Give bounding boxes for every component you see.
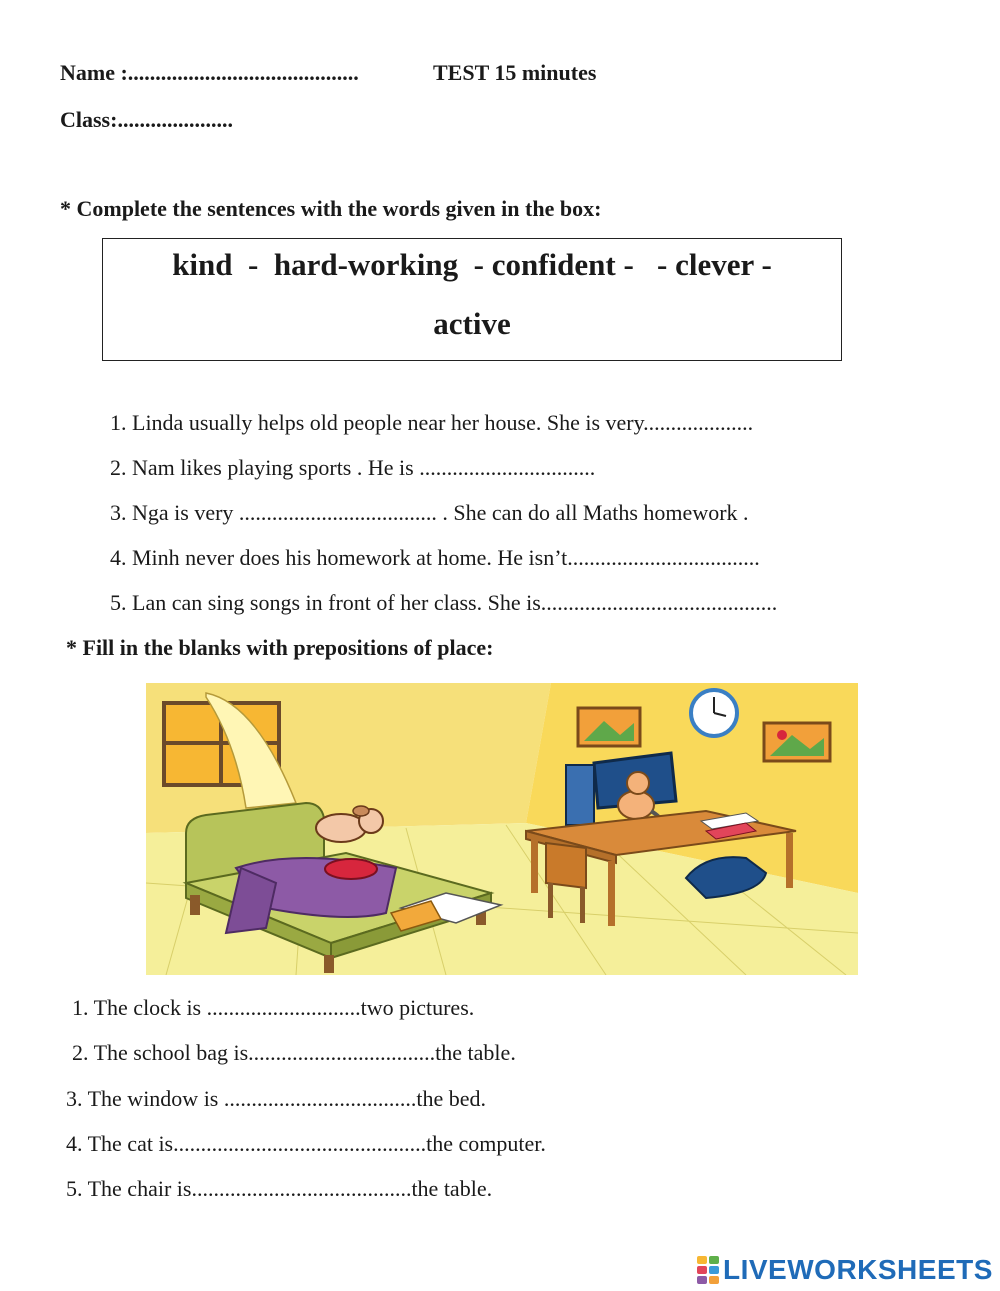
picture-right	[764, 723, 830, 761]
liveworksheets-logo	[697, 1254, 993, 1286]
liveworksheets-logo-icon	[697, 1256, 719, 1284]
preposition-sentence-5: 5. The chair is........................................the table.	[66, 1176, 493, 1201]
preposition-sentence-3: 3. The window is ...................................the bed.	[66, 1086, 487, 1111]
word-box-line-1: kind - hard-working - confident - - clever -	[172, 247, 772, 282]
sentence-5: 5. Lan can sing songs in front of her class. She is...........................................	[110, 590, 778, 615]
section2-instruction: * Fill in the blanks with prepositions of place:	[66, 635, 494, 660]
bedroom-illustration	[146, 683, 858, 975]
preposition-sentence-1: 1. The clock is ............................two pictures.	[72, 995, 475, 1020]
preposition-sentence-4: 4. The cat is..............................................the computer.	[66, 1131, 546, 1156]
picture-left	[578, 708, 640, 746]
sentence-2: 2. Nam likes playing sports . He is ................................	[110, 455, 596, 480]
sentence-4: 4. Minh never does his homework at home. He isn’t...................................	[110, 545, 760, 570]
word-box	[102, 238, 842, 361]
clock	[691, 690, 737, 736]
sentence-1: 1. Linda usually helps old people near her house. She is very....................	[110, 410, 754, 435]
liveworksheets-logo-text: LIVEWORKSHEETS	[723, 1254, 993, 1285]
sentence-3: 3. Nga is very .................................... . She can do all Maths homework .	[110, 500, 749, 525]
preposition-sentence-2: 2. The school bag is..................................the table.	[72, 1040, 516, 1065]
test-title: TEST 15 minutes	[433, 60, 597, 85]
section1-instruction: * Complete the sentences with the words given in the box:	[60, 196, 602, 221]
word-box-line-2: active	[433, 306, 511, 341]
class-field: Class:.....................	[60, 107, 233, 132]
name-field: Name :..........................................	[60, 60, 359, 85]
